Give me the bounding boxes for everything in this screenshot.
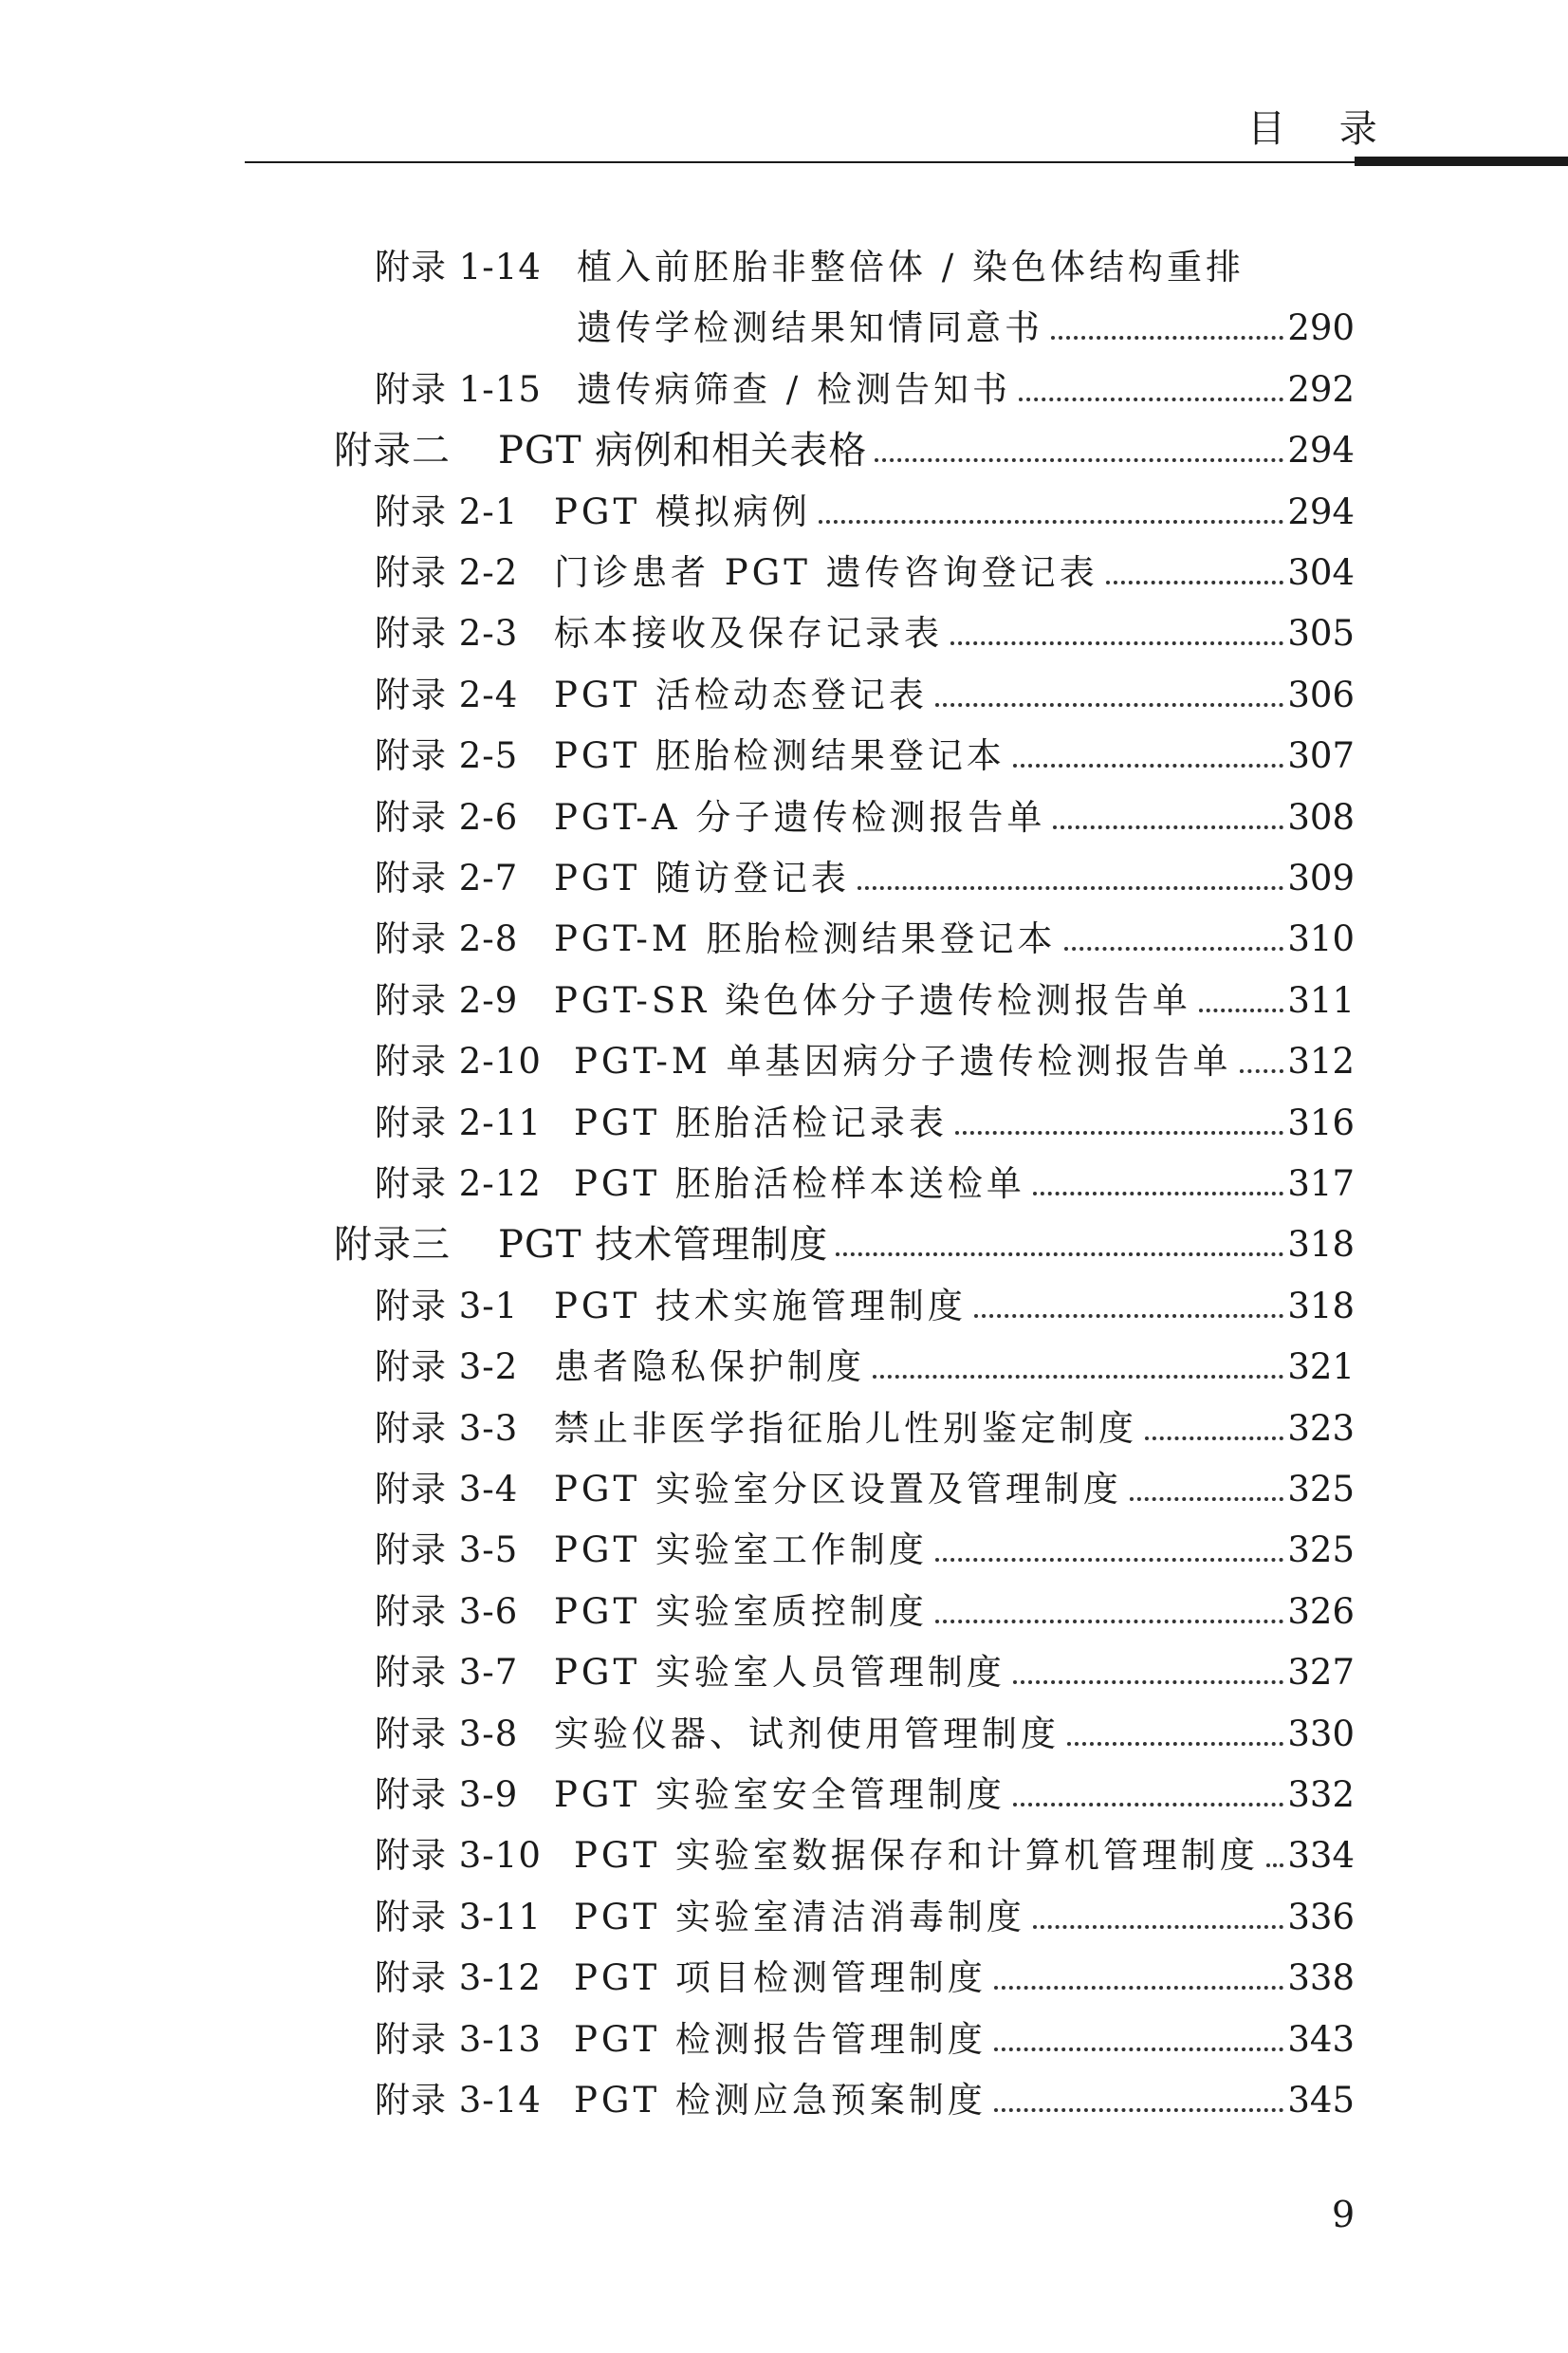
toc-entry-title: PGT 模拟病例 — [554, 491, 811, 532]
toc-entry-title: 植入前胚胎非整倍体 / 染色体结构重排 — [577, 247, 1245, 287]
toc-dot-leader — [1033, 1925, 1283, 1929]
toc-entry-number: 附录 3-5 — [375, 1529, 519, 1571]
toc-entry-number: 附录 2-12 — [375, 1163, 542, 1204]
header-rule — [245, 161, 1355, 163]
toc-entry-page: 311 — [1287, 979, 1355, 1021]
toc-entry-title: 门诊患者 PGT 遗传咨询登记表 — [554, 552, 1098, 593]
toc-entry-title: PGT 实验室分区设置及管理制度 — [554, 1469, 1122, 1510]
toc-entry-number: 附录 3-7 — [375, 1652, 519, 1694]
toc-entry-title: PGT-A 分子遗传检测报告单 — [554, 796, 1046, 838]
toc-entry-number: 附录 2-2 — [375, 552, 519, 593]
toc-entry-number: 附录 2-9 — [375, 979, 519, 1021]
toc-entry-number: 附录 2-3 — [375, 613, 519, 655]
toc-dot-leader — [935, 1620, 1283, 1623]
toc-dot-leader — [1199, 1009, 1284, 1012]
toc-entry-number: 附录 3-9 — [375, 1774, 519, 1815]
toc-entry[interactable] — [0, 1337, 1568, 1398]
toc-entry[interactable] — [0, 1520, 1568, 1581]
toc-entry-number: 附录三 — [334, 1223, 451, 1268]
toc-entry-number: 附录 2-11 — [375, 1102, 542, 1143]
toc-entry[interactable] — [0, 787, 1568, 848]
toc-entry-number: 附录 3-1 — [375, 1285, 519, 1326]
running-header-title: 目 录 — [1247, 107, 1398, 151]
toc-entry-number: 附录 3-3 — [375, 1407, 519, 1449]
toc-entry-title: PGT-SR 染色体分子遗传检测报告单 — [554, 979, 1191, 1021]
toc-entry-page: 325 — [1287, 1469, 1355, 1510]
toc-entry-title: 患者隐私保护制度 — [554, 1346, 865, 1388]
toc-entry-page: 310 — [1287, 918, 1355, 960]
toc-entry-number: 附录二 — [334, 429, 451, 473]
toc-entry[interactable] — [0, 1704, 1568, 1765]
toc-entry-title: PGT 病例和相关表格 — [498, 429, 868, 473]
toc-dot-leader — [1130, 1497, 1283, 1501]
toc-dot-leader — [1013, 1680, 1283, 1684]
toc-entry-page: 345 — [1287, 2080, 1355, 2121]
toc-dot-leader — [1064, 947, 1284, 951]
toc-entry-page: 294 — [1287, 491, 1355, 532]
toc-entry-title: 禁止非医学指征胎儿性别鉴定制度 — [554, 1407, 1137, 1449]
toc-entry[interactable] — [0, 1582, 1568, 1642]
toc-entry-number: 附录 3-8 — [375, 1713, 519, 1754]
toc-dot-leader — [1240, 1069, 1284, 1073]
toc-dot-leader — [1013, 1803, 1283, 1806]
toc-entry-title: PGT 检测应急预案制度 — [574, 2080, 987, 2121]
toc-dot-leader — [1051, 336, 1283, 340]
toc-entry[interactable] — [0, 543, 1568, 603]
toc-dot-leader — [1106, 581, 1284, 584]
toc-entry[interactable] — [0, 1399, 1568, 1459]
toc-entry-page: 306 — [1287, 674, 1355, 715]
toc-entry[interactable] — [0, 1459, 1568, 1520]
toc-entry-number: 附录 3-13 — [375, 2018, 542, 2060]
toc-entry-number: 附录 2-6 — [375, 796, 519, 838]
toc-entry[interactable] — [0, 1154, 1568, 1214]
toc-dot-leader — [994, 2047, 1283, 2051]
toc-entry-page: 332 — [1287, 1774, 1355, 1815]
toc-dot-leader — [950, 641, 1283, 645]
toc-dot-leader — [974, 1314, 1283, 1318]
header-accent-bar — [1355, 157, 1568, 166]
toc-entry-number: 附录 1-15 — [375, 368, 542, 410]
toc-entry-title: PGT-M 单基因病分子遗传检测报告单 — [574, 1041, 1232, 1083]
toc-entry[interactable] — [0, 237, 1568, 298]
toc-dot-leader — [994, 2108, 1283, 2112]
toc-entry-title: PGT 实验室人员管理制度 — [554, 1652, 1005, 1694]
toc-entry[interactable] — [0, 1887, 1568, 1948]
toc-entry[interactable] — [0, 603, 1568, 664]
toc-dot-leader — [935, 703, 1283, 707]
toc-entry-number: 附录 3-11 — [375, 1896, 542, 1937]
toc-dot-leader — [858, 886, 1283, 890]
toc-entry-page: 330 — [1287, 1713, 1355, 1754]
toc-entry-page: 323 — [1287, 1407, 1355, 1449]
toc-entry-page: 338 — [1287, 1957, 1355, 1999]
toc-entry-page: 317 — [1287, 1163, 1355, 1204]
toc-entry-number: 附录 2-10 — [375, 1041, 542, 1083]
toc-entry-title: 遗传病筛查 / 检测告知书 — [577, 368, 1011, 410]
toc-entry-title: PGT-M 胚胎检测结果登记本 — [554, 918, 1057, 960]
toc-entry-title: PGT 技术实施管理制度 — [554, 1285, 967, 1326]
toc-entry[interactable] — [0, 1276, 1568, 1337]
toc-entry[interactable] — [0, 848, 1568, 909]
toc-entry-number: 附录 2-8 — [375, 918, 519, 960]
toc-entry-page: 292 — [1287, 368, 1355, 410]
page-number: 9 — [1332, 2194, 1356, 2235]
toc-entry-title: PGT 实验室数据保存和计算机管理制度 — [574, 1835, 1259, 1877]
toc-entry-page: 304 — [1287, 552, 1355, 593]
toc-dot-leader — [836, 1252, 1283, 1256]
toc-entry-page: 290 — [1287, 307, 1355, 349]
toc-entry-title: 实验仪器、试剂使用管理制度 — [554, 1713, 1060, 1754]
toc-entry-title: 遗传学检测结果知情同意书 — [577, 307, 1043, 349]
toc-entry-page: 327 — [1287, 1652, 1355, 1694]
toc-entry-number: 附录 2-7 — [375, 858, 519, 899]
toc-entry-title: PGT 胚胎活检记录表 — [574, 1102, 948, 1143]
toc-dot-leader — [1033, 1192, 1283, 1195]
toc-entry[interactable] — [0, 360, 1568, 420]
toc-entry-number: 附录 2-4 — [375, 674, 519, 715]
toc-entry-number: 附录 3-12 — [375, 1957, 542, 1999]
toc-entry-page: 307 — [1287, 735, 1355, 777]
toc-entry-number: 附录 3-2 — [375, 1346, 519, 1388]
toc-entry-page: 294 — [1287, 430, 1355, 472]
toc-entry[interactable] — [0, 298, 1568, 359]
toc-entry-title: 标本接收及保存记录表 — [554, 613, 943, 655]
toc-entry[interactable] — [0, 2010, 1568, 2070]
toc-dot-leader — [1053, 825, 1283, 829]
toc-chapter-entry[interactable] — [0, 420, 1568, 481]
toc-entry-page: 334 — [1287, 1835, 1355, 1877]
toc-entry[interactable] — [0, 909, 1568, 970]
toc-entry[interactable] — [0, 482, 1568, 543]
toc-entry[interactable] — [0, 1093, 1568, 1154]
toc-entry-number: 附录 3-14 — [375, 2080, 542, 2121]
toc-dot-leader — [994, 1986, 1283, 1990]
toc-entry-page: 305 — [1287, 613, 1355, 655]
toc-entry-title: PGT 项目检测管理制度 — [574, 1957, 987, 1999]
toc-entry[interactable] — [0, 1765, 1568, 1825]
toc-entry[interactable] — [0, 1642, 1568, 1703]
toc-entry-page: 318 — [1287, 1285, 1355, 1326]
toc-entry-title: PGT 胚胎活检样本送检单 — [574, 1163, 1025, 1204]
toc-dot-leader — [1013, 764, 1283, 768]
toc-dot-leader — [1067, 1742, 1283, 1746]
toc-entry-page: 309 — [1287, 858, 1355, 899]
toc-dot-leader — [1019, 398, 1283, 401]
toc-entry[interactable] — [0, 1825, 1568, 1886]
toc-entry-title: PGT 技术管理制度 — [498, 1223, 829, 1268]
toc-entry-title: PGT 实验室工作制度 — [554, 1529, 928, 1571]
toc-dot-leader — [873, 1375, 1283, 1379]
toc-entry[interactable] — [0, 971, 1568, 1031]
toc-entry[interactable] — [0, 1948, 1568, 2009]
toc-entry-page: 336 — [1287, 1896, 1355, 1937]
toc-entry-number: 附录 1-14 — [375, 247, 542, 287]
toc-dot-leader — [955, 1131, 1283, 1135]
toc-entry[interactable] — [0, 726, 1568, 787]
toc-entry-title: PGT 活检动态登记表 — [554, 674, 928, 715]
toc-entry-page: 312 — [1287, 1041, 1355, 1083]
toc-entry-page: 321 — [1287, 1346, 1355, 1388]
toc-entry-title: PGT 检测报告管理制度 — [574, 2018, 987, 2060]
toc-chapter-entry[interactable] — [0, 1214, 1568, 1275]
toc-entry-page: 326 — [1287, 1590, 1355, 1632]
toc-entry-page: 325 — [1287, 1529, 1355, 1571]
toc-dot-leader — [1145, 1436, 1283, 1440]
toc-entry-title: PGT 实验室清洁消毒制度 — [574, 1896, 1025, 1937]
toc-entry-page: 316 — [1287, 1102, 1355, 1143]
toc-entry-title: PGT 胚胎检测结果登记本 — [554, 735, 1005, 777]
toc-entry[interactable] — [0, 1031, 1568, 1092]
toc-entry-number: 附录 3-6 — [375, 1590, 519, 1632]
toc-entry-title: PGT 实验室安全管理制度 — [554, 1774, 1005, 1815]
toc-entry[interactable] — [0, 2070, 1568, 2131]
toc-entry-page: 308 — [1287, 796, 1355, 838]
toc-dot-leader — [819, 520, 1283, 524]
toc-dot-leader — [1266, 1863, 1283, 1867]
toc-entry-number: 附录 3-10 — [375, 1835, 542, 1877]
toc-entry-title: PGT 实验室质控制度 — [554, 1590, 928, 1632]
toc-entry-number: 附录 3-4 — [375, 1469, 519, 1510]
toc-entry[interactable] — [0, 665, 1568, 726]
toc-entry-number: 附录 2-1 — [375, 491, 519, 532]
toc-entry-number: 附录 2-5 — [375, 735, 519, 777]
toc-entry-page: 318 — [1287, 1224, 1355, 1266]
toc-entry-title: PGT 随访登记表 — [554, 858, 850, 899]
toc-entry-page: 343 — [1287, 2018, 1355, 2060]
toc-dot-leader — [935, 1558, 1283, 1562]
toc-dot-leader — [875, 458, 1283, 462]
